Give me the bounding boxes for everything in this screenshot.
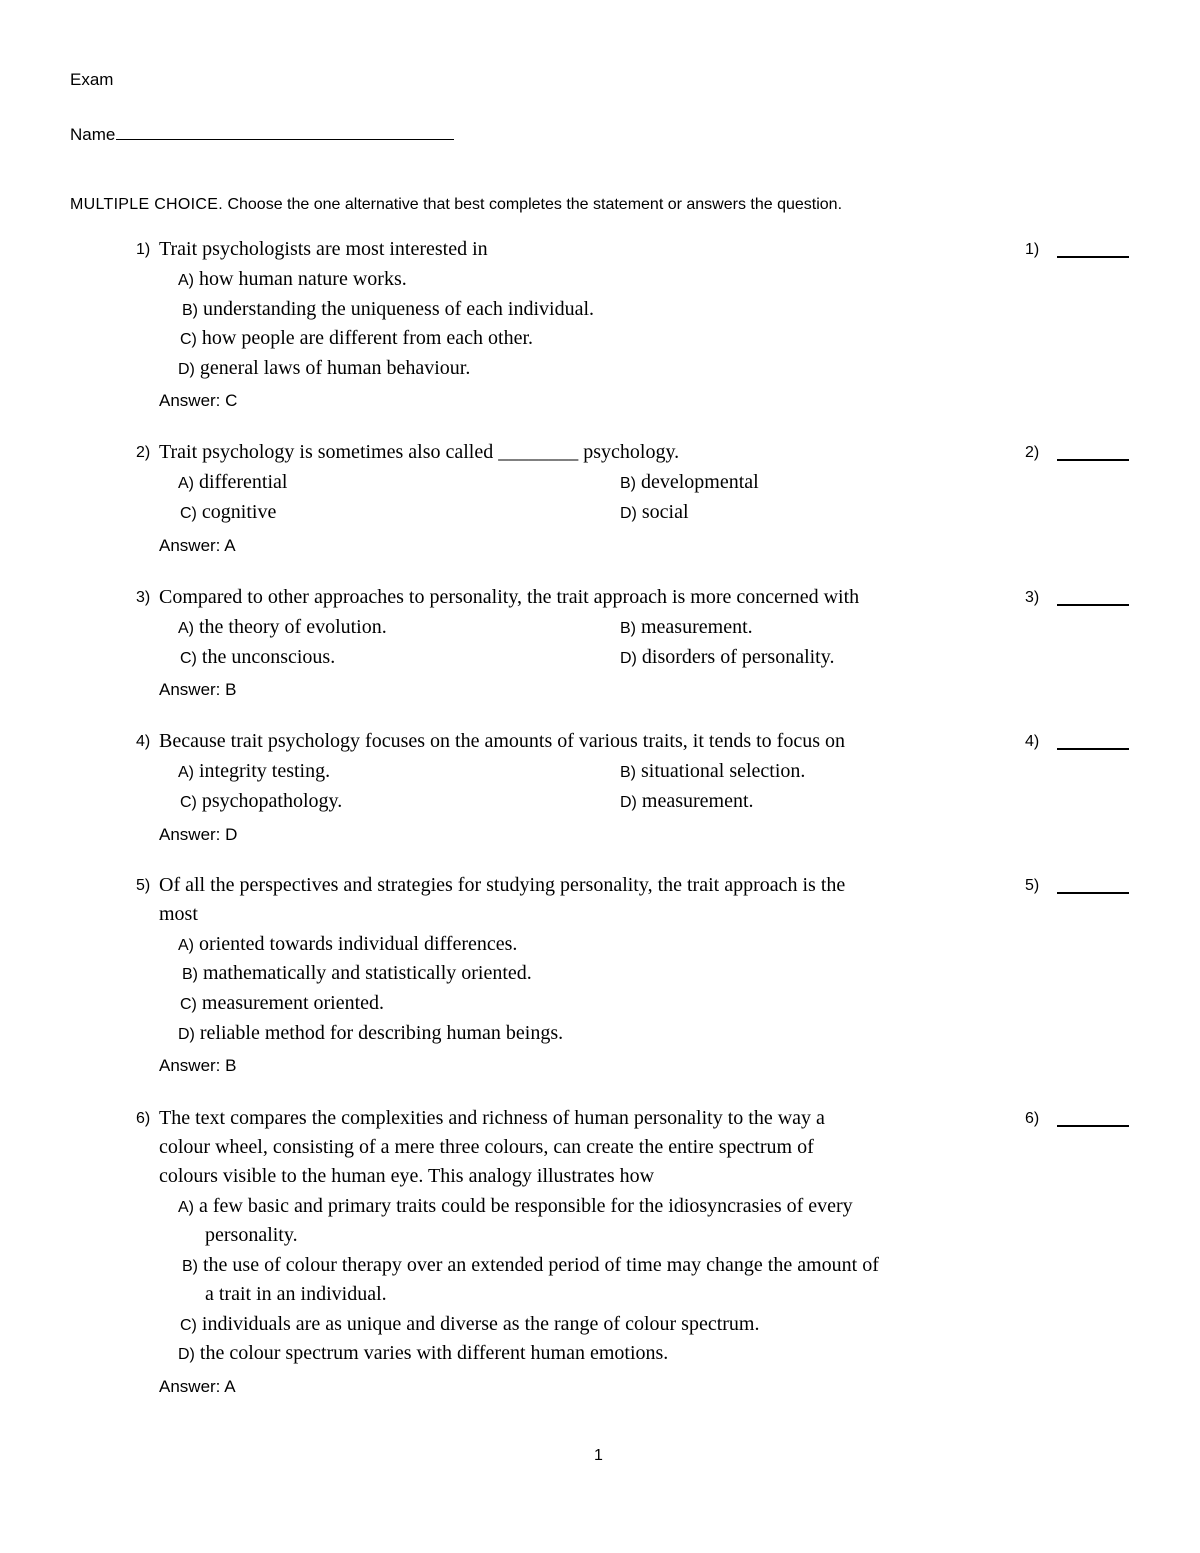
- option-letter: D): [178, 1346, 195, 1363]
- option-letter: A): [178, 475, 194, 492]
- option-c: [180, 646, 335, 669]
- answer-key: Answer: C: [159, 391, 238, 410]
- option-text: the colour spectrum varies with different human emotions.: [199, 1342, 669, 1364]
- answer-key: Answer: A: [159, 1377, 236, 1396]
- option-a: [178, 471, 287, 494]
- option-letter: C): [180, 794, 197, 811]
- answer-slot-number: 6): [1025, 1110, 1040, 1127]
- answer-blank-line[interactable]: [1057, 604, 1129, 606]
- question-text: Trait psychologists are most interested in: [159, 238, 488, 260]
- option-a: [178, 933, 517, 956]
- name-blank-line[interactable]: [116, 121, 454, 140]
- page-number: 1: [594, 1447, 603, 1464]
- option-text: how people are different from each other.: [201, 327, 534, 349]
- question-text: The text compares the complexities and richness of human personality to the way a: [159, 1107, 825, 1129]
- option-letter: D): [620, 505, 637, 522]
- option-b: [620, 616, 753, 639]
- question-text-continued: most: [159, 903, 198, 925]
- option-b: [182, 962, 532, 985]
- answer-key: Answer: A: [159, 536, 236, 555]
- answer-key: Answer: B: [159, 680, 237, 699]
- option-text: the theory of evolution.: [199, 616, 387, 638]
- option-text: cognitive: [201, 501, 277, 523]
- question-text: Trait psychology is sometimes also called ________ psychology.: [159, 441, 680, 463]
- question-number: 2): [136, 444, 151, 461]
- option-text: the use of colour therapy over an extended period of time may change the amount of: [203, 1254, 879, 1276]
- question-text-continued: colour wheel, consisting of a mere three colours, can create the entire spectrum of: [159, 1136, 814, 1158]
- option-letter: A): [178, 764, 194, 781]
- option-text: individuals are as unique and diverse as the range of colour spectrum.: [201, 1313, 760, 1335]
- option-letter: D): [620, 794, 637, 811]
- question-text: Compared to other approaches to personality, the trait approach is more concerned with: [159, 586, 860, 608]
- option-a-continued: personality.: [205, 1224, 298, 1246]
- option-b: [182, 1254, 879, 1277]
- option-letter: A): [178, 1199, 194, 1216]
- option-letter: B): [620, 764, 636, 781]
- option-a: [178, 268, 407, 291]
- answer-blank-line[interactable]: [1057, 748, 1129, 750]
- option-d: [178, 1022, 563, 1045]
- option-d: [178, 357, 470, 380]
- question-number: 3): [136, 589, 151, 606]
- option-letter: D): [178, 361, 195, 378]
- question-text-continued: colours visible to the human eye. This analogy illustrates how: [159, 1165, 655, 1187]
- question-number: 6): [136, 1110, 151, 1127]
- option-letter: A): [178, 937, 194, 954]
- option-letter: B): [620, 475, 636, 492]
- option-text: situational selection.: [641, 760, 806, 782]
- option-text: oriented towards individual differences.: [199, 933, 518, 955]
- option-letter: C): [180, 505, 197, 522]
- option-c: [180, 327, 533, 350]
- option-letter: A): [178, 620, 194, 637]
- option-letter: C): [180, 996, 197, 1013]
- option-text: general laws of human behaviour.: [199, 357, 471, 379]
- option-b-continued: a trait in an individual.: [205, 1283, 387, 1305]
- question-number: 5): [136, 877, 151, 894]
- option-letter: A): [178, 272, 194, 289]
- option-letter: B): [620, 620, 636, 637]
- option-a: [178, 1195, 853, 1218]
- option-d: [620, 790, 754, 813]
- option-text: understanding the uniqueness of each individual.: [203, 298, 595, 320]
- exam-title: Exam: [70, 70, 114, 89]
- option-text: measurement.: [641, 616, 753, 638]
- answer-slot-number: 3): [1025, 589, 1040, 606]
- answer-slot-number: 1): [1025, 241, 1040, 258]
- option-text: a few basic and primary traits could be responsible for the idiosyncrasies of every: [199, 1195, 853, 1217]
- option-letter: D): [178, 1026, 195, 1043]
- answer-slot-number: 4): [1025, 733, 1040, 750]
- option-d: [620, 501, 689, 524]
- option-text: measurement.: [641, 790, 754, 812]
- answer-blank-line[interactable]: [1057, 1125, 1129, 1127]
- answer-slot-number: 2): [1025, 444, 1040, 461]
- section-label: MULTIPLE CHOICE.: [70, 196, 223, 213]
- option-letter: C): [180, 331, 197, 348]
- instructions-text: Choose the one alternative that best completes the statement or answers the question.: [227, 196, 843, 213]
- answer-blank-line[interactable]: [1057, 256, 1129, 258]
- option-letter: C): [180, 1317, 197, 1334]
- name-label: Name: [70, 125, 116, 144]
- option-d: [178, 1342, 668, 1365]
- answer-key: Answer: B: [159, 1056, 237, 1075]
- option-text: disorders of personality.: [641, 646, 835, 668]
- option-c: [180, 1313, 760, 1336]
- option-b: [620, 471, 759, 494]
- option-text: reliable method for describing human beings.: [199, 1022, 564, 1044]
- option-text: mathematically and statistically oriented.: [203, 962, 532, 984]
- question-text: Because trait psychology focuses on the amounts of various traits, it tends to focus on: [159, 730, 845, 752]
- option-letter: B): [182, 1258, 198, 1275]
- option-d: [620, 646, 834, 669]
- question-number: 1): [136, 241, 151, 258]
- answer-blank-line[interactable]: [1057, 459, 1129, 461]
- option-letter: D): [620, 650, 637, 667]
- option-text: the unconscious.: [201, 646, 336, 668]
- option-text: differential: [199, 471, 288, 493]
- option-text: developmental: [641, 471, 759, 493]
- question-number: 4): [136, 733, 151, 750]
- name-field[interactable]: [70, 121, 454, 145]
- answer-blank-line[interactable]: [1057, 892, 1129, 894]
- option-c: [180, 992, 384, 1015]
- option-a: [178, 760, 330, 783]
- option-c: [180, 790, 342, 813]
- option-text: psychopathology.: [201, 790, 343, 812]
- option-text: integrity testing.: [199, 760, 331, 782]
- option-text: measurement oriented.: [201, 992, 385, 1014]
- option-letter: B): [182, 302, 198, 319]
- answer-key: Answer: D: [159, 825, 238, 844]
- option-letter: B): [182, 966, 198, 983]
- instructions: [70, 196, 842, 214]
- option-c: [180, 501, 276, 524]
- option-b: [182, 298, 594, 321]
- option-letter: C): [180, 650, 197, 667]
- answer-slot-number: 5): [1025, 877, 1040, 894]
- question-text: Of all the perspectives and strategies for studying personality, the trait approach is the: [159, 874, 846, 896]
- option-text: social: [641, 501, 689, 523]
- option-b: [620, 760, 805, 783]
- option-a: [178, 616, 387, 639]
- option-text: how human nature works.: [199, 268, 407, 290]
